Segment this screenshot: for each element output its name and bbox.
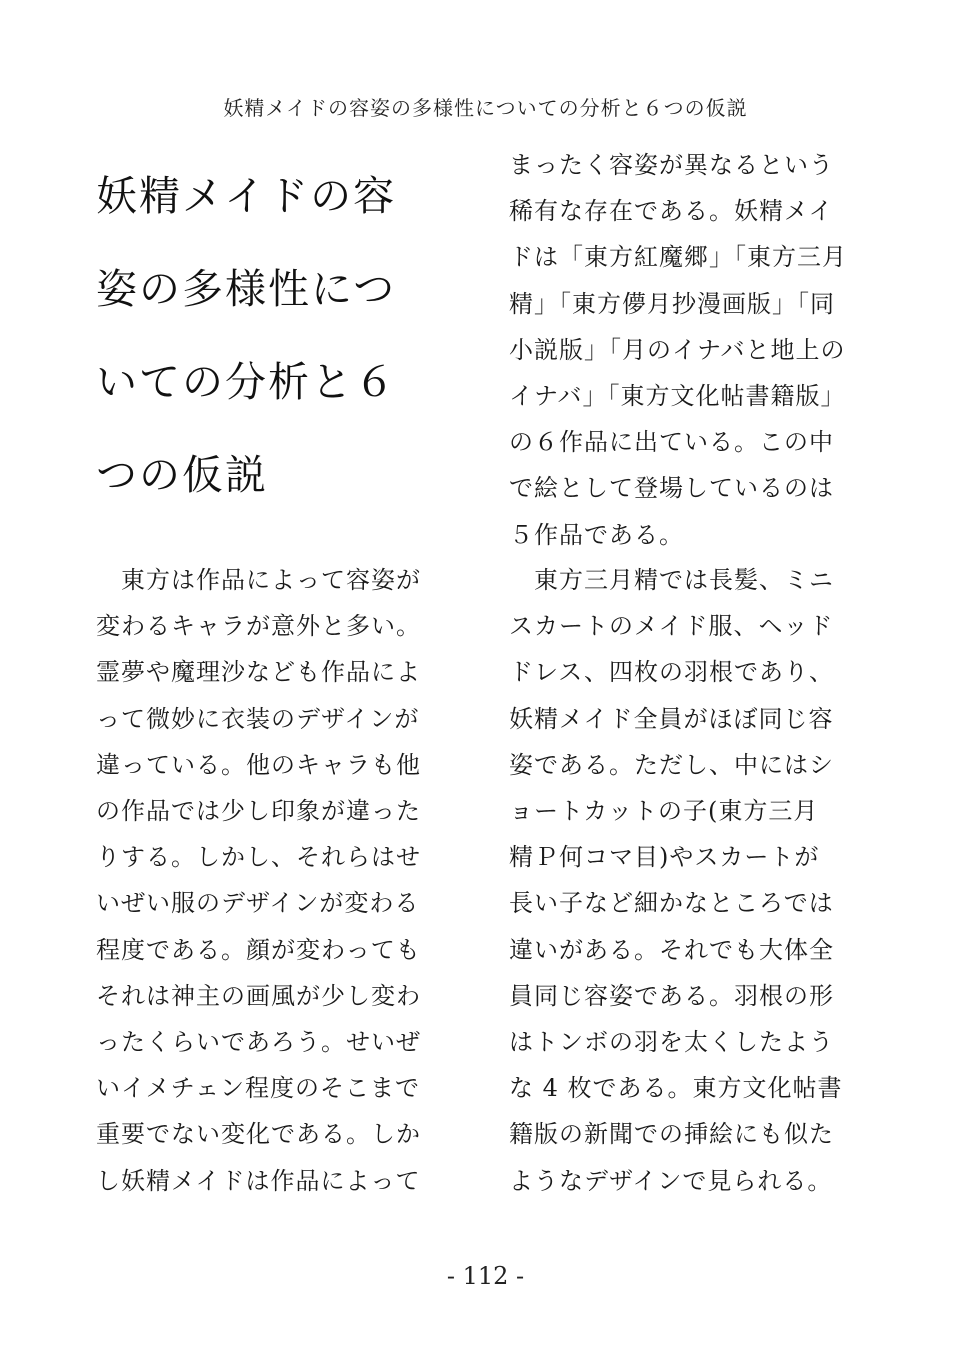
text-line: の作品では少し印象が違った [96,797,421,826]
text-line: ドレス、四枚の羽根であり、 [509,658,834,687]
text-line: 東方三月精では長髪、ミニ [509,566,834,594]
text-line: ５作品である。 [509,520,684,549]
title-line: いての分析と６ [96,358,397,406]
text-line: 籍版の新聞での挿絵にも似た [509,1120,834,1149]
text-line: りする。しかし、それらはせ [96,843,421,872]
text-line: 妖精メイド全員がほぼ同じ容 [509,704,834,733]
text-line: 稀有な存在である。妖精メイ [509,197,834,226]
text-line: で絵として登場しているのは [509,474,834,503]
text-line: ョートカットの子(東方三月 [509,797,819,826]
text-line: し妖精メイドは作品によって [96,1166,421,1195]
running-header: 妖精メイドの容姿の多様性についての分析と６つの仮説 [223,96,748,120]
text-line: 精」「東方儚月抄漫画版」「同 [509,289,835,318]
text-line: 違いがある。それでも大体全 [509,935,834,964]
text-line: 変わるキャラが意外と多い。 [96,612,421,641]
text-line: ったくらいであろう。せいぜ [96,1028,421,1057]
text-line: 違っている。他のキャラも他 [96,750,421,779]
text-line: 姿である。ただし、中にはシ [509,750,834,779]
text-line: スカートのメイド服、ヘッド [509,612,834,641]
text-line: はトンボの羽を太くしたよう [509,1028,834,1057]
text-line: 長い子など細かなところでは [509,889,834,918]
text-line: 程度である。顔が変わっても [96,935,421,964]
text-line: 霊夢や魔理沙なども作品によ [96,658,421,687]
article-title [96,150,441,522]
text-line: の６作品に出ている。この中 [509,428,834,457]
text-line: ドは「東方紅魔郷」「東方三月 [509,243,847,272]
text-line: まったく容姿が異なるという [509,151,834,179]
text-line: 小説版」「月のイナバと地上の [509,335,846,364]
text-line: ようなデザインで見られる。 [509,1166,833,1195]
page-number: - 112 - [446,1262,525,1290]
text-line: な 4 枚である。東方文化帖書 [509,1074,843,1103]
right-column-intro [509,142,854,558]
text-line: いぜい服のデザインが変わる [96,889,420,918]
right-column-body [509,557,854,1204]
text-line: って微妙に衣装のデザインが [96,704,420,733]
text-line: 精Ｐ何コマ目)やスカートが [509,843,820,872]
title-line: 妖精メイドの容 [96,172,397,220]
text-line: 員同じ容姿である。羽根の形 [509,981,834,1010]
left-column-body [96,557,441,1204]
text-line: それは神主の画風が少し変わ [96,981,421,1010]
text-line: イナバ」「東方文化帖書籍版」 [509,382,846,411]
text-line: 東方は作品によって容姿が [96,566,421,594]
title-line: つの仮説 [96,451,268,499]
text-line: いイメチェン程度のそこまで [96,1074,421,1103]
text-line: 重要でない変化である。しか [96,1120,421,1149]
title-line: 姿の多様性につ [96,265,397,313]
